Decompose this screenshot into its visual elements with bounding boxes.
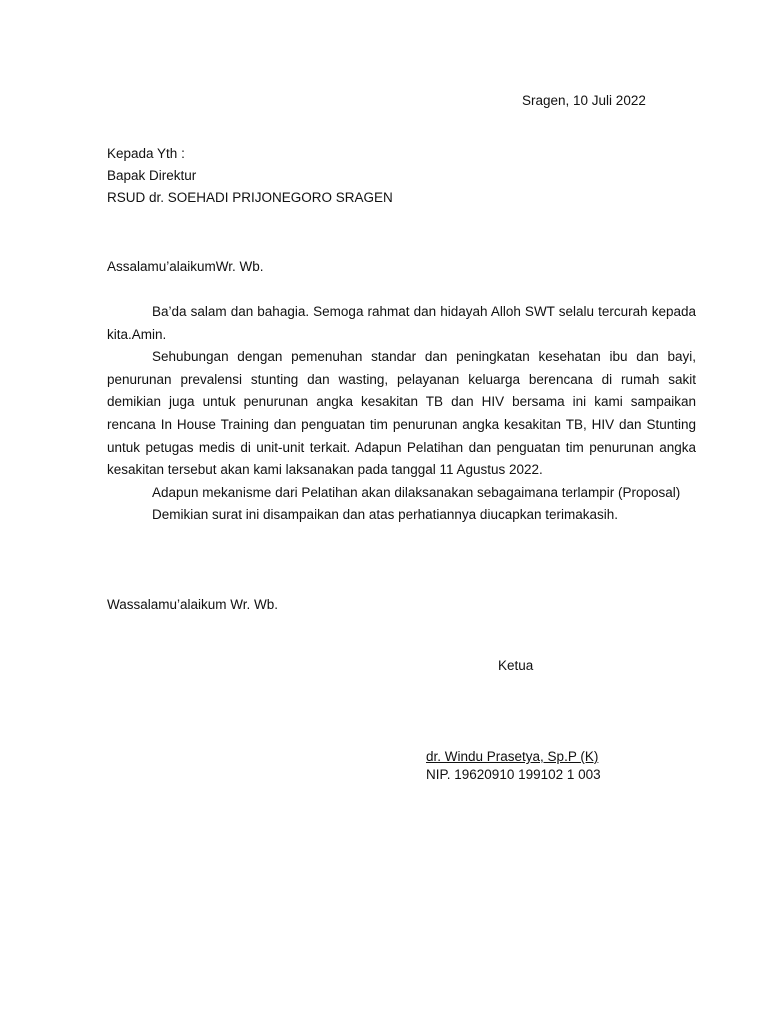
letter-body <box>107 301 696 527</box>
body-paragraph-closing: Demikian surat ini disampaikan dan atas perhatiannya diucapkan terimakasih. <box>152 507 619 523</box>
body-paragraph-opening: Ba’da salam dan bahagia. Semoga rahmat dan hidayah Alloh SWT selalu tercurah kepada kita.Amin. <box>107 304 696 342</box>
body-paragraph-purpose: Sehubungan dengan pemenuhan standar dan peningkatan kesehatan ibu dan bayi, penurunan prevalensi stunting dan wasting, pelayanan keluarga berencana di rumah sakit demikian juga untuk penurunan angka kesakitan TB dan HIV bersama ini kami sampaikan rencana In House Training dan penguatan tim penurunan angka kesakitan TB, HIV dan Stunting untuk petugas medis di unit-unit terkait. Adapun Pelatihan dan penguatan tim penurunan angka kesakitan tersebut akan kami laksanakan pada tanggal 11 Agustus 2022. <box>107 349 696 478</box>
body-paragraph-mechanism: Adapun mekanisme dari Pelatihan akan dilaksanakan sebagaimana terlampir (Proposal) <box>152 484 681 500</box>
letter-date: Sragen, 10 Juli 2022 <box>522 93 646 108</box>
recipient-title: Bapak Direktur <box>107 168 197 183</box>
signer-name: dr. Windu Prasetya, Sp.P (K) <box>426 749 599 764</box>
opening-greeting: Assalamu’alaikumWr. Wb. <box>107 259 264 274</box>
recipient-block <box>107 143 393 209</box>
recipient-salutation: Kepada Yth : <box>107 146 185 161</box>
closing-greeting: Wassalamu’alaikum Wr. Wb. <box>107 597 279 612</box>
signer-role: Ketua <box>498 658 534 673</box>
recipient-institution: RSUD dr. SOEHADI PRIJONEGORO SRAGEN <box>107 190 393 205</box>
signer-nip: NIP. 19620910 199102 1 003 <box>426 767 601 782</box>
